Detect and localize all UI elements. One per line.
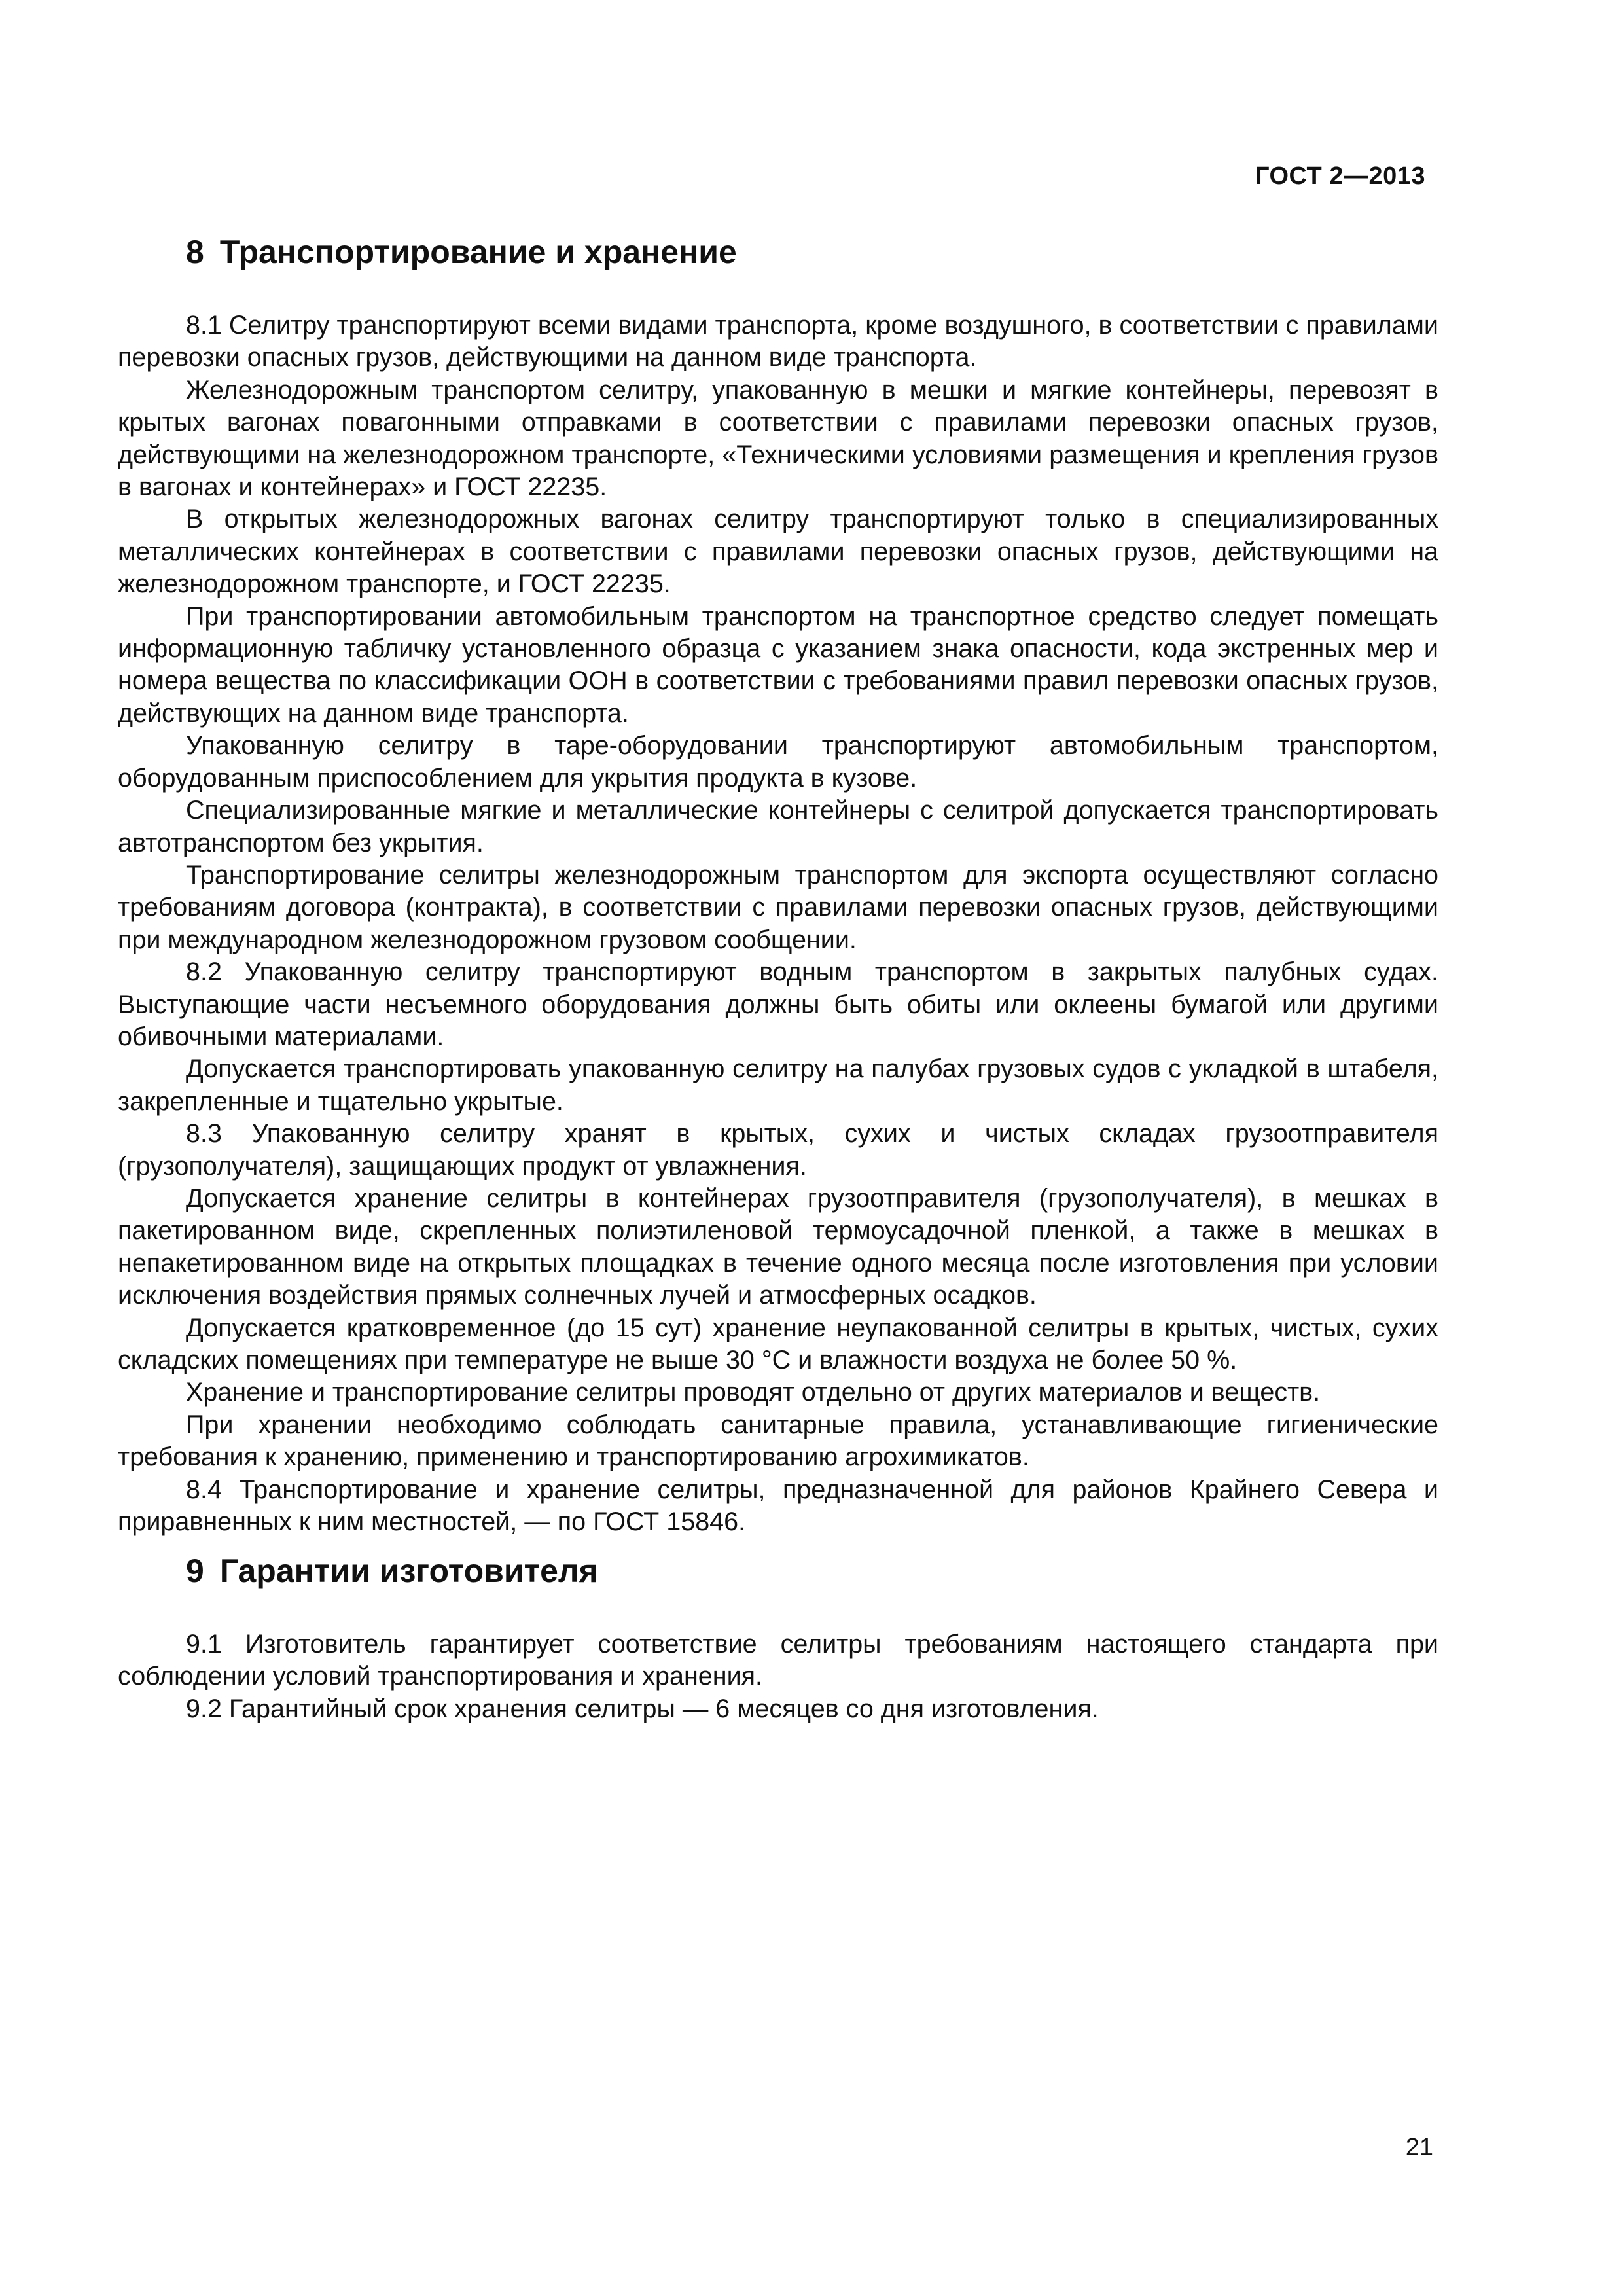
paragraph: Упакованную селитру в таре-оборудовании транспортируют автомобильным транспортом, оборудованным приспособлением для укрытия продукта в кузове.: [118, 731, 1438, 793]
paragraph: Допускается кратковременное (до 15 сут) хранение неупакованной селитры в крытых, чистых, сухих складских помещениях при температуре не выше 30 °С и влажности воздуха не более 50 %.: [118, 1313, 1438, 1374]
section-8-heading: [118, 232, 1438, 272]
paragraph: При хранении необходимо соблюдать санитарные правила, устанавливающие гигиенические требования к хранению, применению и транспортированию агрохимикатов.: [118, 1410, 1438, 1472]
paragraph: 8.4 Транспортирование и хранение селитры, предназначенной для районов Крайнего Севера и приравненных к ним местностей, — по ГОСТ 15846.: [118, 1475, 1438, 1537]
paragraph: 8.2 Упакованную селитру транспортируют водным транспортом в закрытых палубных судах. Выступающие части несъемного оборудования должны быть обиты или оклеены бумагой или другими обивочными материалами.: [118, 958, 1438, 1051]
paragraph: Хранение и транспортирование селитры проводят отдельно от других материалов и веществ.: [186, 1378, 1321, 1407]
paragraph: 9.2 Гарантийный срок хранения селитры — 6 месяцев со дня изготовления.: [186, 1694, 1099, 1723]
paragraph: Железнодорожным транспортом селитру, упакованную в мешки и мягкие контейнеры, перевозят в крытых вагонах повагонными отправками в соответствии с правилами перевозки опасных грузов, действующими на железнодорожном транспорте, «Техническими условиями размещения и крепления грузов в вагонах и контейнерах» и ГОСТ 22235.: [118, 375, 1438, 502]
document-header-id: ГОСТ 2—2013: [1255, 162, 1425, 190]
paragraph: 8.3 Упакованную селитру хранят в крытых, сухих и чистых складах грузоотправителя (грузополучателя), защищающих продукт от увлажнения.: [118, 1119, 1438, 1181]
paragraph: Допускается хранение селитры в контейнерах грузоотправителя (грузополучателя), в мешках в пакетированном виде, скрепленных полиэтиленовой термоусадочной пленкой, а также в мешках в непакетированном виде на открытых площадках в течение одного месяца после изготовления при условии исключения воздействия прямых солнечных лучей и атмосферных осадков.: [118, 1183, 1438, 1310]
section-8-body: [118, 310, 1438, 1538]
paragraph: Транспортирование селитры железнодорожным транспортом для экспорта осуществляют согласно требованиям договора (контракта), в соответствии с правилами перевозки опасных грузов, действующими при международном железнодорожном грузовом сообщении.: [118, 860, 1438, 954]
paragraph: 8.1 Селитру транспортируют всеми видами транспорта, кроме воздушного, в соответствии с правилами перевозки опасных грузов, действующими на данном виде транспорта.: [118, 311, 1438, 372]
paragraph: В открытых железнодорожных вагонах селитру транспортируют только в специализированных металлических контейнерах в соответствии с правилами перевозки опасных грузов, действующими на железнодорожном транспорте, и ГОСТ 22235.: [118, 505, 1438, 599]
paragraph: При транспортировании автомобильным транспортом на транспортное средство следует помещать информационную табличку установленного образца с указанием знака опасности, кода экстренных мер и номера вещества по классификации ООН в соответствии с требованиями правил перевозки опасных грузов, действующих на данном виде транспорта.: [118, 601, 1438, 728]
section-8-title: Транспортирование и хранение: [219, 234, 737, 270]
paragraph: Специализированные мягкие и металлические контейнеры с селитрой допускается транспортировать автотранспортом без укрытия.: [118, 796, 1438, 857]
page-number: 21: [1405, 2134, 1433, 2161]
section-9-number: 9: [186, 1552, 204, 1589]
paragraph: 9.1 Изготовитель гарантирует соответствие селитры требованиям настоящего стандарта при соблюдении условий транспортирования и хранения.: [118, 1630, 1438, 1691]
section-8-number: 8: [186, 234, 204, 270]
section-9-title: Гарантии изготовителя: [219, 1552, 598, 1589]
section-9-body: [118, 1628, 1438, 1725]
section-9: [118, 1551, 1438, 1725]
section-8: [118, 232, 1438, 1538]
section-9-heading: [118, 1551, 1438, 1590]
paragraph: Допускается транспортировать упакованную селитру на палубах грузовых судов с укладкой в штабеля, закрепленные и тщательно укрытые.: [118, 1054, 1438, 1116]
